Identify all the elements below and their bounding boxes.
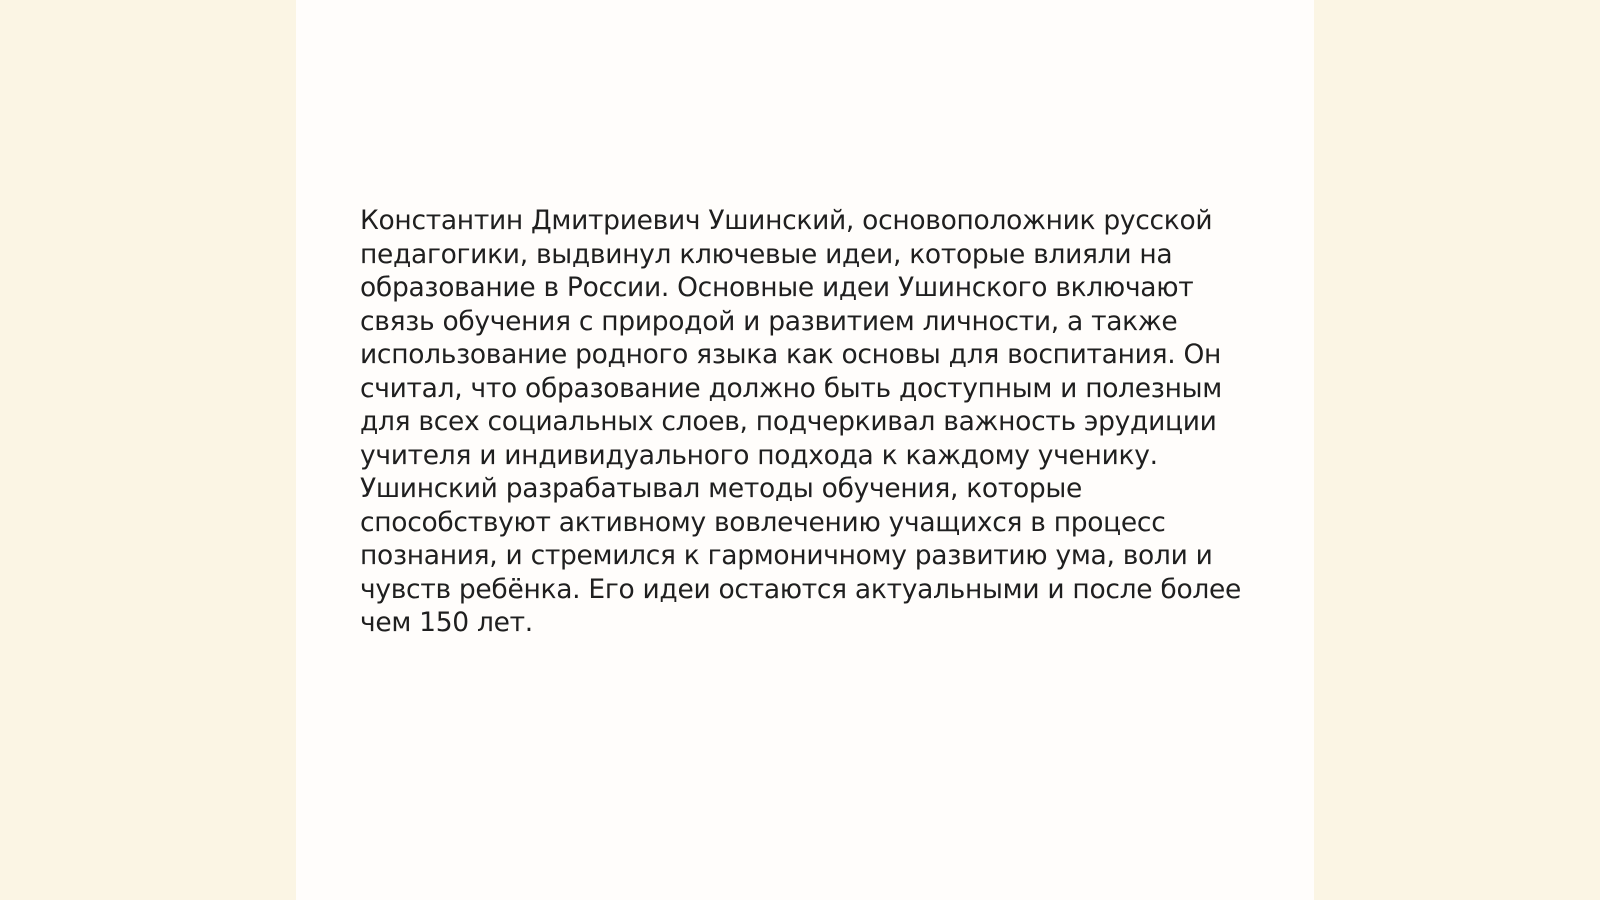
body-paragraph (360, 204, 1240, 640)
paragraph-line: способствуют активному вовлечению учащихся в процесс (360, 506, 1166, 538)
paragraph-line: образование в России. Основные идеи Ушинского включают (360, 272, 1194, 303)
document-page (296, 0, 1314, 900)
paragraph-line: считал, что образование должно быть доступным и полезным (360, 372, 1222, 404)
paragraph-line: чувств ребёнка. Его идеи остаются актуальными и после более (360, 573, 1241, 605)
paragraph-line: связь обучения с природой и развитием личности, а также (360, 305, 1178, 337)
paragraph-line: Ушинский разрабатывал методы обучения, которые (360, 473, 1083, 504)
paragraph-line: использование родного языка как основы для воспитания. Он (360, 339, 1222, 370)
paragraph-line: учителя и индивидуального подхода к каждому ученику. (360, 439, 1158, 471)
paragraph-line: Константин Дмитриевич Ушинский, основоположник русской (360, 205, 1213, 236)
paragraph-line: познания, и стремился к гармоничному развитию ума, воли и (360, 540, 1213, 571)
paragraph-line: педагогики, выдвинул ключевые идеи, которые влияли на (360, 238, 1173, 270)
paragraph-line: для всех социальных слоев, подчеркивал важность эрудиции (360, 406, 1217, 437)
paragraph-line: чем 150 лет. (360, 607, 533, 638)
